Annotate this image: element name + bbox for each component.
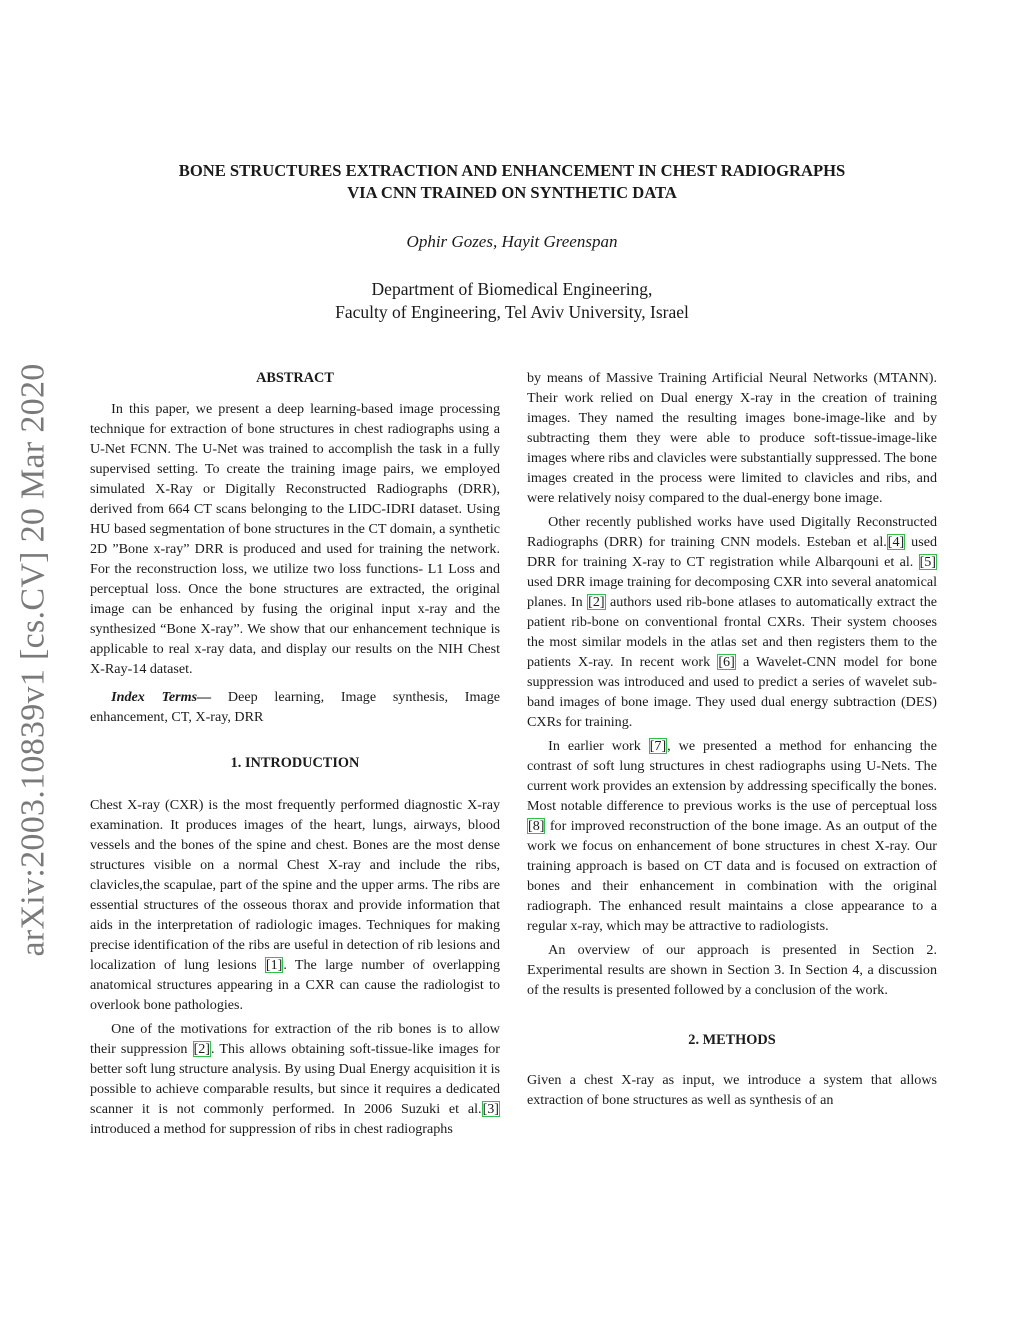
intro-paragraph-2-continued: by means of Massive Training Artificial Neural Networks (MTANN). Their work relied on Dual energy X-ray in the creation of training images. They named the resulting images bone-image-like and by subtracting them they were able to produce soft-tissue-image-like images where ribs and clavicles were substantially suppressed. The bone images created in the process were limited to clavicles and ribs, and were relatively noisy compared to the dual-energy bone image. (527, 370, 937, 506)
intro-p5-text-c: for improved reconstruction of the bone image. As an output of the work we focus on enhancement of bone structures in chest X-ray. Our training approach is based on CT data and is focused on extraction of bones and their enhancement in combination with the original radiograph. The enhanced result maintains a close appearance to a regular x-ray, which may be attractive to radiologists. (527, 818, 937, 934)
paper-affiliation (60, 278, 964, 324)
citation-link-4[interactable]: [4] (887, 534, 905, 550)
intro-p5-text-a: In earlier work (548, 738, 649, 754)
methods-paragraph-1: Given a chest X-ray as input, we introduce a system that allows extraction of bone structures as well as synthesis of an (527, 1072, 937, 1108)
index-terms-text: Deep learning, Image synthesis, Image enhancement, CT, X-ray, DRR (90, 689, 500, 725)
methods-heading: 2. METHODS (688, 1032, 776, 1048)
affiliation-line-1: Department of Biomedical Engineering, (371, 279, 653, 299)
intro-p4-text-d: authors used rib-bone atlases to automatically extract the patient rib-bone on conventional frontal CXRs. Their system chooses the most similar models in the atlas set and then registers them to the patients X-ray. In recent work (527, 594, 937, 670)
paper-title-line-2: VIA CNN TRAINED ON SYNTHETIC DATA (347, 183, 677, 202)
paper-title (60, 160, 964, 204)
intro-p4-text-e: a Wavelet-CNN model for bone suppression was introduced and used to predict a series of wavelet sub-band images of bone image. They used dual energy subtraction (DES) CXRs for training. (527, 654, 937, 730)
abstract-paragraph: In this paper, we present a deep learning-based image processing technique for extraction of bone structures in chest radiographs using a U-Net FCNN. The U-Net was trained to accomplish the task in a fully supervised setting. To create the training image pairs, we employed simulated X-Ray or Digitally Reconstructed Radiographs (DRR), derived from 664 CT scans belonging to the LIDC-IDRI dataset. Using HU based segmentation of bone structures in the CT domain, a synthetic 2D ”Bone x-ray” DRR is produced and used for training the network. For the reconstruction loss, we utilize two loss functions- L1 Loss and perceptual loss. Once the bone structures are extracted, the original image can be enhanced by fusing the original input x-ray and the synthesized “Bone X-ray”. We show that our enhancement technique is applicable to real x-ray data, and display our results on the NIH Chest X-Ray-14 dataset. (90, 401, 500, 677)
intro-p1-text-b: . The large number of overlapping anatomical structures appearing in a CXR can cause the radiologist to overlook bone pathologies. (90, 957, 500, 1013)
intro-paragraph-2 (90, 1019, 500, 1139)
intro-paragraph-4 (527, 736, 937, 936)
citation-link-2b[interactable]: [2] (588, 594, 605, 610)
intro-p1-text-a: Chest X-ray (CXR) is the most frequently performed diagnostic X-ray examination. It produces images of the heart, lungs, airways, blood vessels and the bones of the spine and chest. Bones are the most dense structures visible on a normal Chest X-ray and include the ribs, clavicles,the scapulae, part of the spine and the upper arms. The ribs are essential structures of the osseous thorax and provide information that aids in the interpretation of radiologic images. Techniques for making precise identification of the ribs are useful in detection of rib lesions and localization of lung lesions (90, 797, 500, 973)
intro-paragraph-1 (90, 795, 500, 1015)
citation-link-3[interactable]: [3] (482, 1101, 499, 1117)
index-terms (90, 687, 500, 727)
abstract-heading: ABSTRACT (256, 370, 334, 386)
affiliation-line-2: Faculty of Engineering, Tel Aviv University, Israel (335, 302, 689, 322)
citation-link-8[interactable]: [8] (528, 818, 545, 834)
left-column (90, 368, 500, 1143)
intro-p4-text-c: used DRR image training for decomposing CXR into several anatomical planes. In (527, 574, 937, 610)
right-column (527, 368, 937, 1114)
intro-p2-text-a: One of the motivations for extraction of the rib bones is to allow their suppression (90, 1021, 500, 1057)
intro-p4-text-a: Other recently published works have used Digitally Reconstructed Radiographs (DRR) for training CNN models. Esteban et al. (527, 514, 937, 550)
arxiv-identifier-text: arXiv:2003.10839v1 [cs.CV] 20 Mar 2020 (15, 363, 53, 957)
citation-link-2[interactable]: [2] (193, 1041, 210, 1057)
arxiv-identifier (10, 350, 58, 970)
intro-p2-text-c: introduced a method for suppression of ribs in chest radiographs (90, 1121, 453, 1137)
intro-paragraph-5: An overview of our approach is presented in Section 2. Experimental results are shown in Section 3. In Section 4, a discussion of the results is presented followed by a conclusion of the work. (527, 942, 937, 998)
introduction-heading: 1. INTRODUCTION (230, 755, 360, 771)
paper-title-line-1: BONE STRUCTURES EXTRACTION AND ENHANCEMENT IN CHEST RADIOGRAPHS (178, 161, 846, 180)
index-terms-label: Index Terms— (111, 689, 212, 705)
paper-authors: Ophir Gozes, Hayit Greenspan (406, 232, 618, 251)
citation-link-1[interactable]: [1] (265, 957, 283, 973)
intro-paragraph-3 (527, 512, 937, 732)
citation-link-6[interactable]: [6] (718, 654, 735, 670)
intro-p5-text-b: , we presented a method for enhancing the contrast of soft lung structures in chest radiographs using U-Nets. The current work provides an extension by addressing specifically the bones. Most notable difference to previous works is the use of perceptual loss (527, 738, 937, 814)
citation-link-7[interactable]: [7] (649, 738, 667, 754)
citation-link-5[interactable]: [5] (919, 554, 936, 570)
intro-p2-text-b: . This allows obtaining soft-tissue-like images for better soft lung structure analysis. By using Dual Energy acquisition it is possible to achieve comparable results, but since it requires a dedicated scanner it is not commonly performed. In 2006 Suzuki et al. (90, 1041, 500, 1117)
intro-p4-text-b: used DRR for training X-ray to CT registration while Albarqouni et al. (527, 534, 937, 570)
